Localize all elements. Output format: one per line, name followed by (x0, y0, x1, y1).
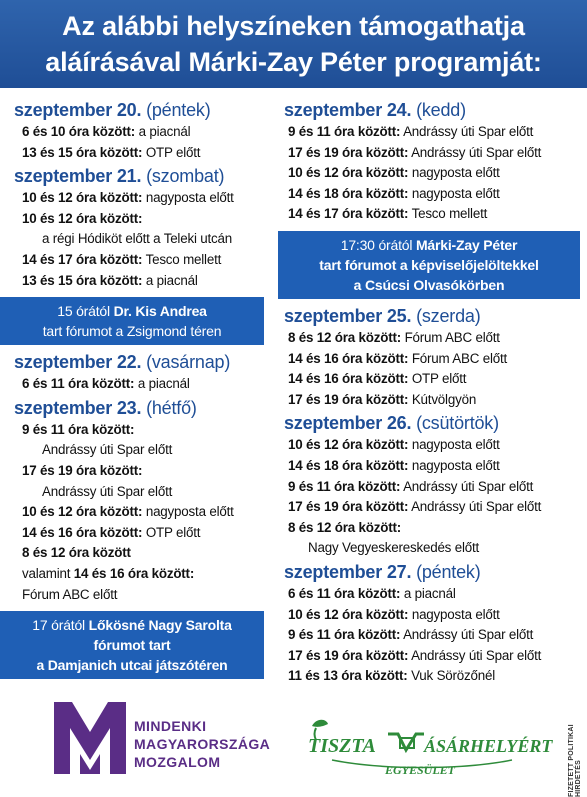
row-time: 14 és 16 óra között: (73, 565, 195, 581)
banner-text: tart fórumot a képviselőjelöltekkel (319, 256, 539, 273)
row-place: Nagy Vegyeskereskedés előtt (308, 540, 480, 556)
schedule-row (284, 518, 574, 539)
header-line-1: Az alábbi helyszíneken támogathatja (62, 11, 525, 41)
day-date: szeptember 26. (284, 413, 412, 434)
row-connector: valamint (22, 565, 74, 581)
row-place: Andrássy úti Spar előtt (408, 499, 542, 515)
schedule-row (284, 143, 574, 164)
row-place: OTP előtt (142, 524, 201, 540)
schedule-row (284, 646, 574, 667)
row-time: 9 és 11 óra között: (288, 627, 401, 643)
day-heading-sep-21 (14, 165, 276, 188)
row-place: nagyposta előtt (408, 457, 500, 473)
row-place: nagyposta előtt (142, 190, 234, 206)
schedule-row (14, 271, 276, 292)
day-heading-sep-25 (284, 305, 574, 328)
row-time: 10 és 12 óra között: (288, 165, 409, 181)
schedule-row (14, 564, 276, 585)
day-date: szeptember 25. (284, 305, 412, 326)
schedule-row (284, 390, 574, 411)
schedule-row (14, 502, 276, 523)
row-place: a régi Hódiköt előtt a Teleki utcán (42, 231, 233, 247)
banner-time: 17 órától (32, 617, 89, 634)
schedule-row (284, 349, 574, 370)
paid-political-ad-note: FIZETETT POLITIKAI HIRDETÉS (568, 724, 582, 797)
day-heading-sep-24 (284, 99, 574, 122)
schedule-row (14, 250, 276, 271)
day-heading-sep-20 (14, 99, 276, 122)
day-weekday: (kedd) (416, 100, 466, 120)
banner-location: a Damjanich utcai játszótéren (36, 657, 228, 674)
row-time: 6 és 11 óra között: (288, 585, 401, 601)
row-time: 9 és 11 óra között: (288, 124, 401, 139)
row-time: 11 és 13 óra között: (288, 668, 408, 684)
day-date: szeptember 27. (284, 561, 412, 582)
schedule-row (284, 369, 574, 390)
logo-word-egyesulet: EGYESÜLET (384, 763, 456, 777)
schedule-row (284, 435, 574, 456)
logo-word-tiszta: TISZTA (308, 735, 376, 757)
schedule-row (284, 666, 574, 687)
day-weekday: (péntek) (146, 100, 211, 120)
row-place: nagyposta előtt (142, 504, 234, 520)
row-place: nagyposta előtt (408, 165, 500, 181)
row-place: Andrássy úti Spar előtt (400, 478, 534, 494)
row-time: 8 és 12 óra között: (288, 329, 402, 345)
row-time: 17 és 19 óra között: (288, 391, 409, 407)
row-place: OTP előtt (408, 371, 467, 387)
schedule-row (284, 605, 574, 626)
schedule-row (14, 209, 276, 230)
row-time: 6 és 10 óra között: (22, 124, 136, 139)
banner-speaker: Márki-Zay Péter (415, 236, 518, 253)
schedule-row (284, 456, 574, 477)
row-time: 10 és 12 óra között: (22, 190, 143, 206)
row-time: 8 és 12 óra között: (288, 519, 402, 535)
wordmark-line-3: MOZGALOM (134, 754, 221, 770)
wordmark-line-2: MAGYARORSZÁGA (134, 736, 271, 752)
forum-banner-marki-zay (278, 231, 580, 299)
row-time: 14 és 16 óra között: (22, 524, 143, 540)
row-place: Fórum ABC előtt (401, 329, 500, 345)
wordmark-line-1: MINDENKI (134, 718, 207, 734)
schedule-row (284, 328, 574, 349)
row-place: a piacnál (134, 376, 190, 392)
day-heading-sep-27 (284, 561, 574, 584)
row-time: 10 és 12 óra között: (22, 504, 143, 520)
forum-banner-kis-andrea (0, 297, 264, 345)
row-place: Andrássy úti Spar előtt (42, 483, 173, 499)
row-time: 6 és 11 óra között: (22, 376, 135, 392)
row-time: 14 és 16 óra között: (288, 371, 409, 387)
row-place: a piacnál (135, 124, 191, 139)
schedule-row (14, 523, 276, 544)
row-place: Andrássy úti Spar előtt (400, 124, 534, 139)
row-time: 13 és 15 óra között: (22, 272, 143, 288)
row-place: Fórum ABC előtt (22, 586, 118, 602)
row-time: 13 és 15 óra között: (22, 144, 143, 160)
row-place: Andrássy úti Spar előtt (408, 144, 542, 160)
banner-speaker: Lőkösné Nagy Sarolta (88, 617, 232, 634)
day-heading-sep-26 (284, 412, 574, 435)
row-time: 14 és 16 óra között: (288, 350, 409, 366)
row-time: 17 és 19 óra között: (288, 647, 409, 663)
schedule-row (14, 543, 276, 564)
row-place: a piacnál (400, 585, 456, 601)
row-place: nagyposta előtt (408, 606, 500, 622)
row-place: Andrássy úti Spar előtt (400, 627, 534, 643)
row-place: Tesco mellett (142, 251, 222, 267)
day-date: szeptember 21. (14, 166, 142, 187)
page-header (0, 0, 587, 88)
row-time: 17 és 19 óra között: (288, 144, 409, 160)
banner-time: 17:30 órától (340, 236, 416, 253)
row-place: nagyposta előtt (408, 437, 500, 453)
row-time: 14 és 18 óra között: (288, 457, 409, 473)
day-weekday: (csütörtök) (416, 413, 499, 434)
schedule-row (284, 184, 574, 205)
row-place: Vuk Sörözőnél (407, 668, 496, 684)
banner-speaker: Dr. Kis Andrea (113, 303, 207, 320)
row-time: 17 és 19 óra között: (288, 499, 409, 515)
banner-text: fórumot tart (93, 637, 171, 654)
day-date: szeptember 20. (14, 100, 142, 120)
day-date: szeptember 23. (14, 397, 142, 418)
schedule-row (14, 188, 276, 209)
row-place: Kútvölgyön (408, 391, 477, 407)
banner-location: a Csúcsi Olvasókörben (353, 276, 505, 293)
row-time: 8 és 12 óra között (22, 545, 131, 561)
row-time: 14 és 17 óra között: (22, 251, 143, 267)
mindenki-magyarorszaga-wordmark (134, 717, 270, 771)
row-place: Andrássy úti Spar előtt (42, 442, 173, 458)
forum-banner-lokosne (0, 611, 264, 679)
right-column (284, 97, 574, 687)
row-place: Andrássy úti Spar előtt (408, 647, 542, 663)
row-place: OTP előtt (142, 144, 201, 160)
day-weekday: (péntek) (416, 561, 481, 582)
day-date: szeptember 24. (284, 100, 412, 120)
row-time: 10 és 12 óra között: (22, 210, 143, 226)
schedule-row (284, 204, 574, 225)
left-column (14, 97, 276, 685)
row-place: nagyposta előtt (408, 185, 500, 201)
schedule-row (14, 143, 276, 164)
tiszta-vasarhelyert-logo-icon (302, 716, 553, 782)
banner-time: 15 órától (57, 303, 114, 320)
row-time: 14 és 18 óra között: (288, 185, 409, 201)
row-time: 9 és 11 óra között: (22, 421, 135, 437)
schedule-row (14, 420, 276, 441)
schedule-row (284, 122, 574, 143)
day-weekday: (vasárnap) (146, 352, 231, 373)
row-place: a piacnál (142, 272, 198, 288)
schedule-row (284, 497, 574, 518)
schedule-row (284, 625, 574, 646)
schedule-row (284, 584, 574, 605)
row-time: 10 és 12 óra között: (288, 437, 409, 453)
schedule-row (284, 477, 574, 498)
day-date: szeptember 22. (14, 352, 142, 373)
row-place: Tesco mellett (408, 206, 488, 222)
header-line-2: aláírásával Márki-Zay Péter programját: (45, 47, 542, 77)
day-weekday: (hétfő) (146, 397, 197, 418)
schedule-row (14, 374, 276, 395)
schedule-row (14, 122, 276, 143)
row-time: 10 és 12 óra között: (288, 606, 409, 622)
row-place: Fórum ABC előtt (408, 350, 508, 366)
schedule-row (14, 461, 276, 482)
day-heading-sep-22 (14, 351, 276, 374)
banner-text: tart fórumot a Zsigmond téren (42, 323, 222, 340)
row-time: 14 és 17 óra között: (288, 206, 409, 222)
mindenki-magyarorszaga-logo-icon (50, 698, 130, 776)
row-time: 9 és 11 óra között: (288, 478, 401, 494)
day-weekday: (szombat) (146, 166, 225, 187)
day-weekday: (szerda) (416, 305, 481, 326)
schedule-row (284, 163, 574, 184)
row-time: 17 és 19 óra között: (22, 462, 143, 478)
logo-word-vasarhelyert: ÁSÁRHELYÉRT (424, 736, 553, 756)
day-heading-sep-23 (14, 397, 276, 420)
